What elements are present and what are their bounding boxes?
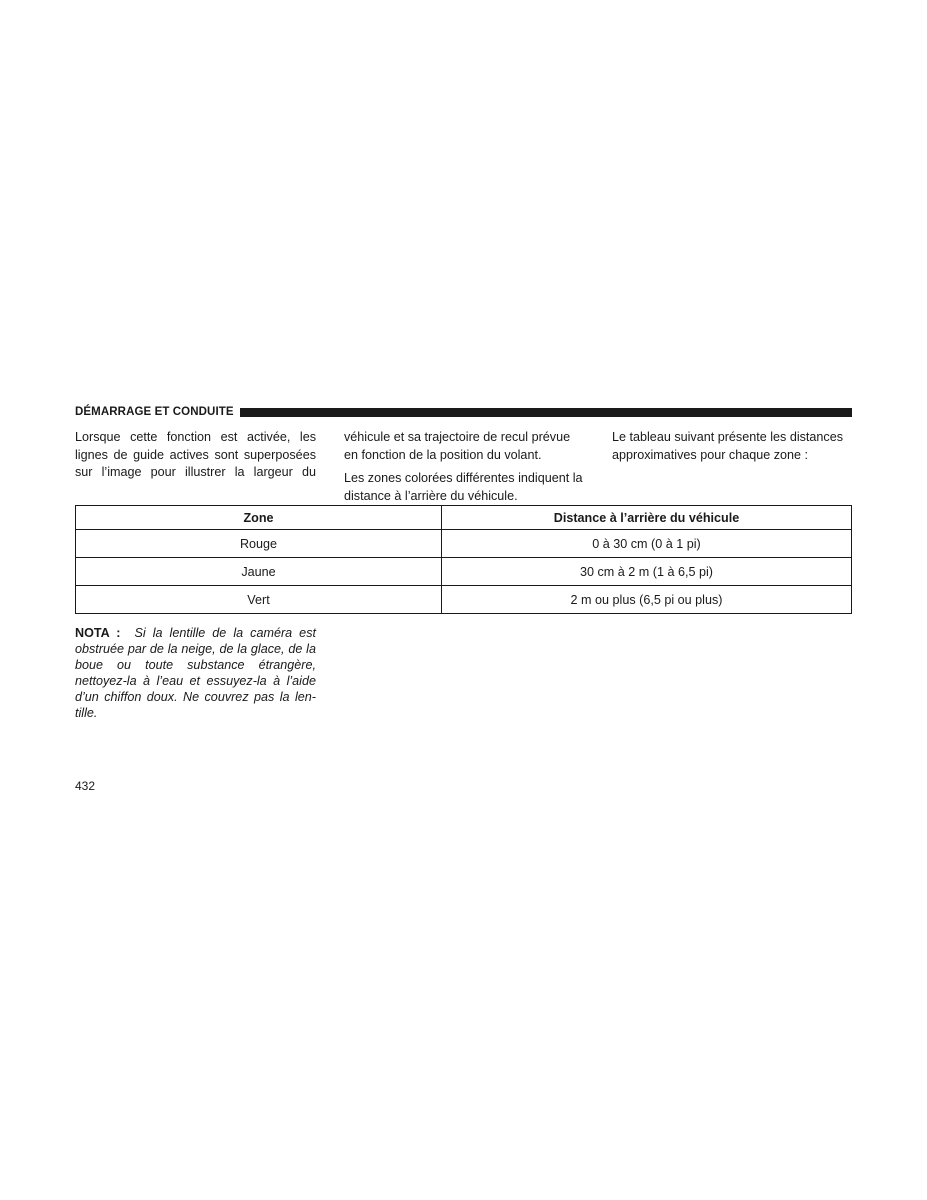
paragraph-line: lignes de guide actives sont superposées (75, 447, 316, 462)
paragraph-line: Lorsque cette fonction est activée, les (75, 430, 316, 444)
table-row (76, 530, 852, 558)
text-column-3 (612, 429, 854, 470)
page-number: 432 (75, 779, 96, 793)
paragraph: Les zones colorées différentes indiquent la distance à l’arrière du véhicule. (344, 471, 583, 503)
note-text: Si la lentille de la caméra est obstruée par de la neige, de la glace, de la boue ou toute substance étrangère, nettoyez-la à l’eau et essuyez-la à l’aide d’un chiffon doux. Ne couvrez pas la len-tille. (75, 626, 316, 720)
paragraph: véhicule et sa trajectoire de recul prévue en fonction de la position du volant. (344, 430, 571, 462)
paragraph-line: sur l’image pour illustrer la largeur du (75, 465, 316, 479)
zone-cell: Jaune (76, 558, 442, 586)
distance-cell: 0 à 30 cm (0 à 1 pi) (442, 530, 852, 558)
zone-cell: Rouge (76, 530, 442, 558)
zone-cell: Vert (76, 586, 442, 614)
distance-cell: 2 m ou plus (6,5 pi ou plus) (442, 586, 852, 614)
column-header-distance: Distance à l’arrière du véhicule (442, 506, 852, 530)
table-row (76, 558, 852, 586)
paragraph: Le tableau suivant présente les distances approximatives pour chaque zone : (612, 430, 844, 462)
section-header (75, 405, 852, 419)
table-header-row (76, 506, 852, 530)
column-header-zone: Zone (76, 506, 442, 530)
table-row (76, 586, 852, 614)
text-column-2 (344, 429, 586, 511)
section-title: DÉMARRAGE ET CONDUITE (75, 406, 234, 418)
note-label: NOTA : (75, 626, 121, 640)
header-rule (240, 408, 852, 417)
text-column-1 (75, 429, 316, 482)
note-block (75, 625, 316, 721)
zone-distance-table (75, 505, 852, 614)
distance-cell: 30 cm à 2 m (1 à 6,5 pi) (442, 558, 852, 586)
